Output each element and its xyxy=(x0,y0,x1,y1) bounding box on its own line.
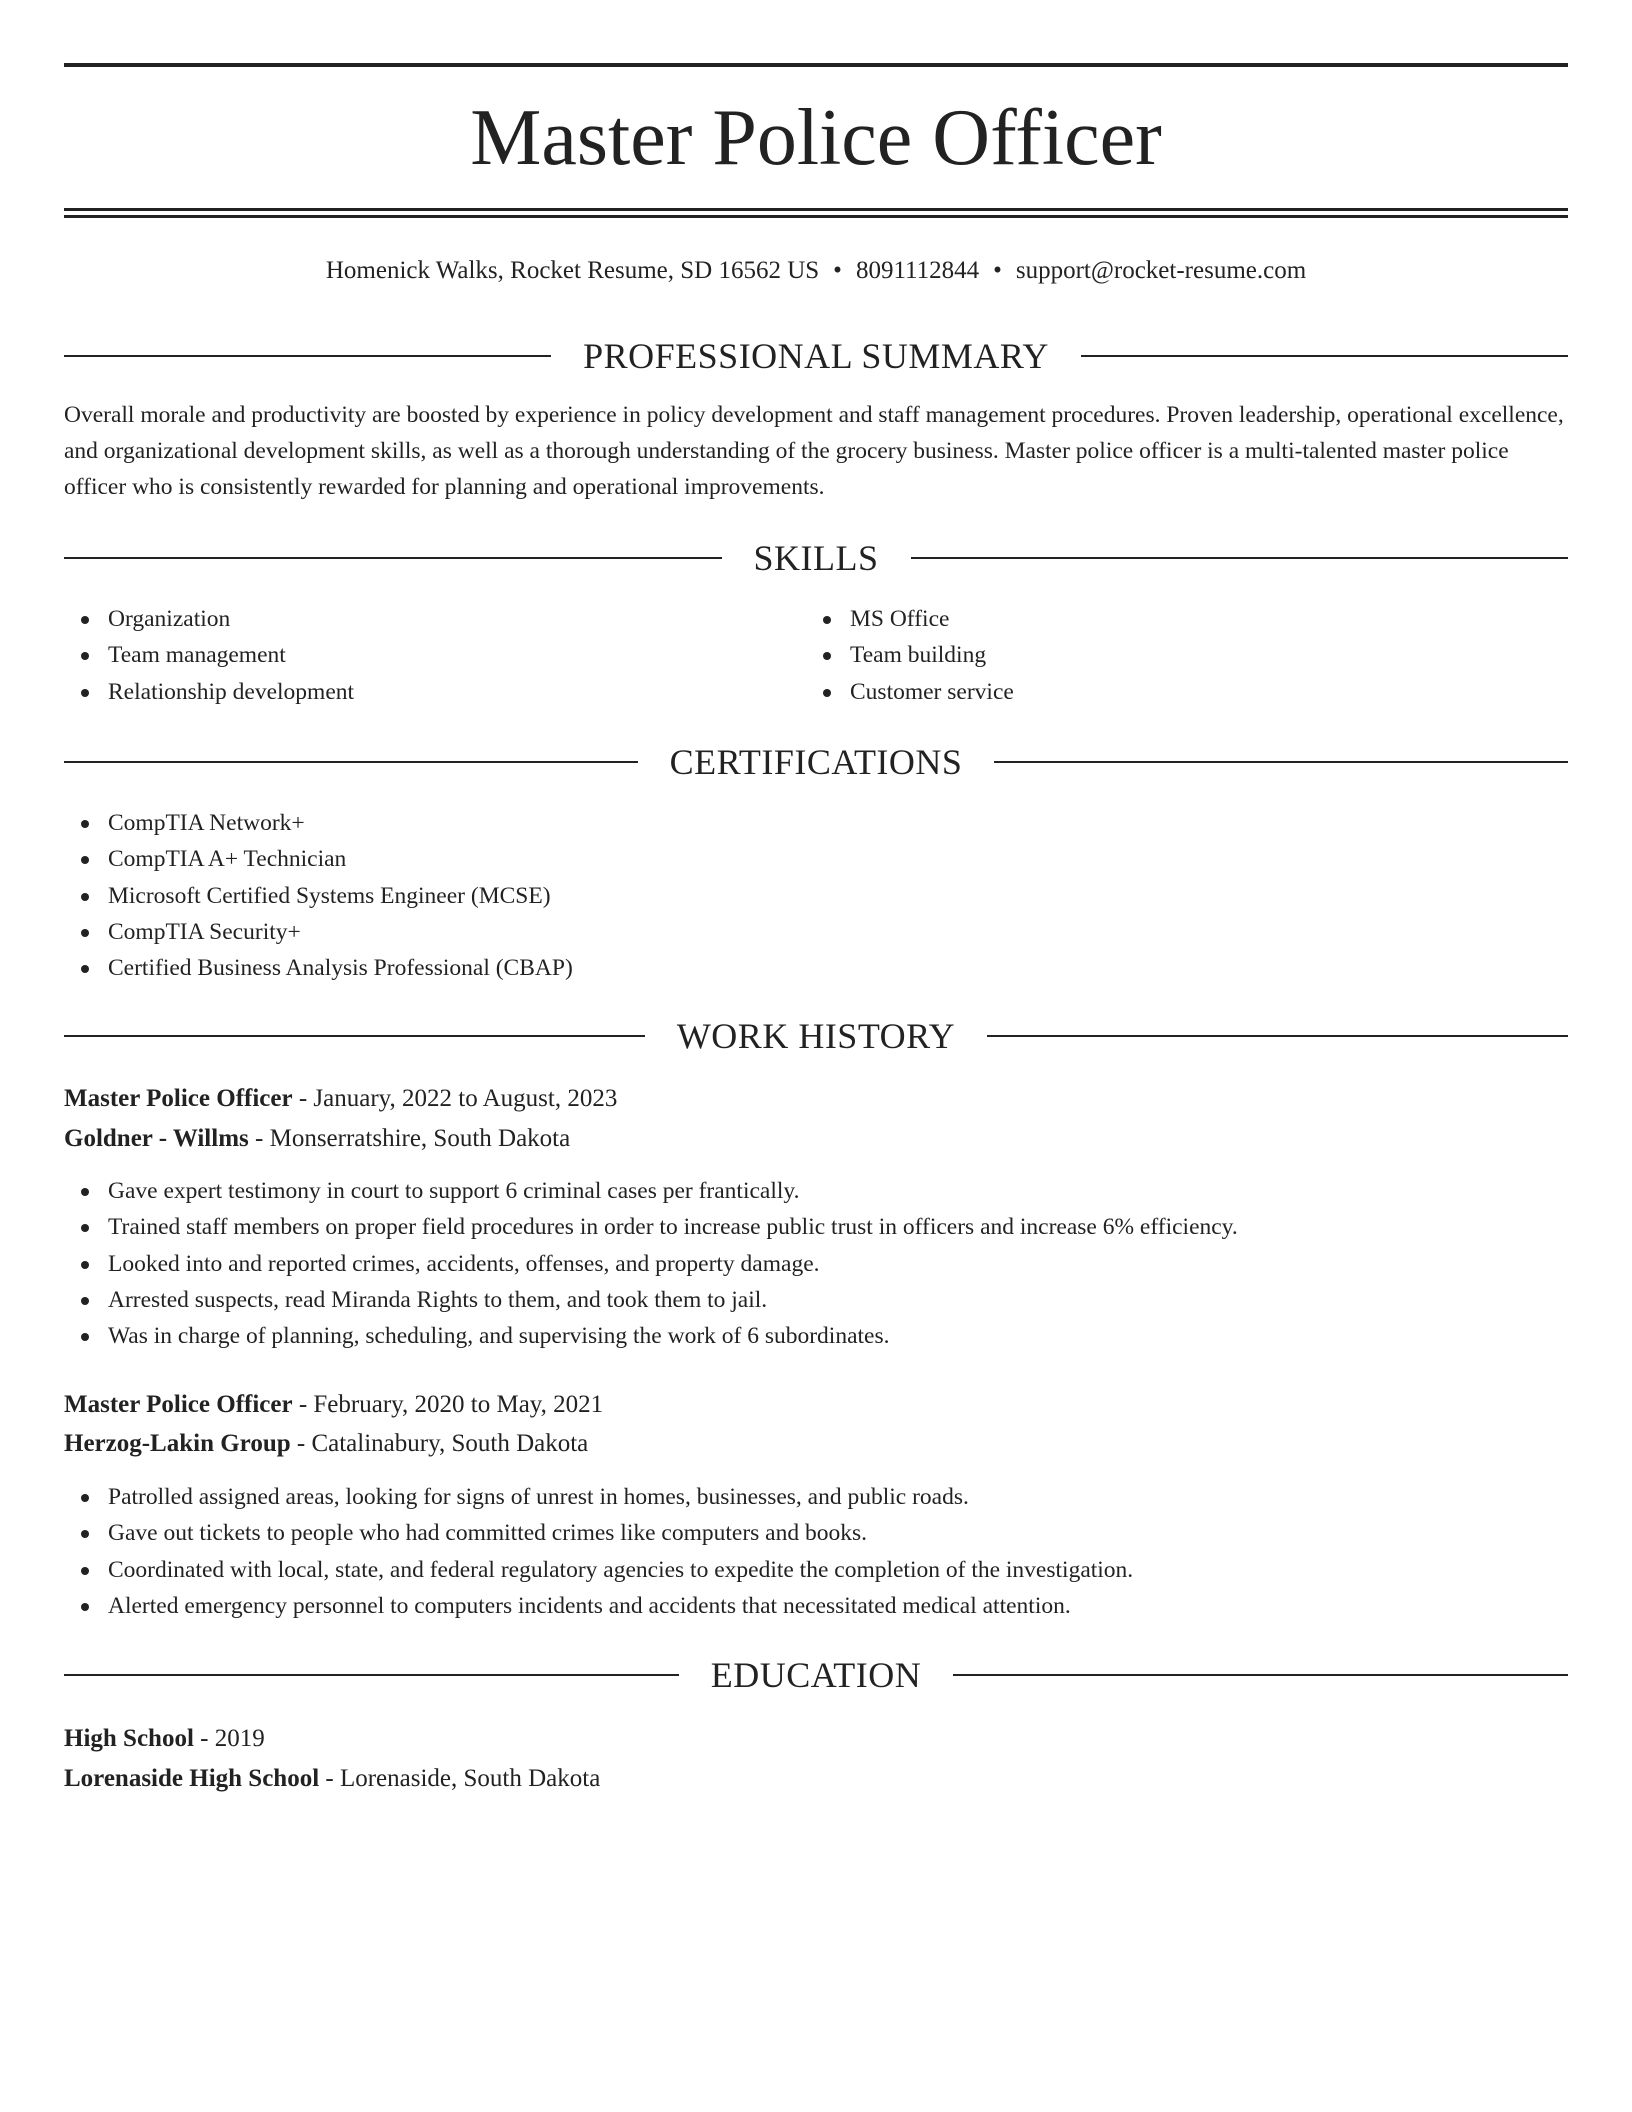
education-location: - Lorenaside, South Dakota xyxy=(325,1765,601,1792)
job-bullet: Gave expert testimony in court to support 6 criminal cases per frantically. xyxy=(64,1173,1238,1209)
job-location: - Monserratshire, South Dakota xyxy=(255,1125,571,1152)
job-bullet: Was in charge of planning, scheduling, and supervising the work of 6 subordinates. xyxy=(64,1318,1238,1354)
name-rule-upper xyxy=(64,208,1568,211)
job-title-line xyxy=(64,1080,617,1118)
heading-rule-left xyxy=(64,355,551,357)
education-title: EDUCATION xyxy=(710,1655,922,1695)
heading-rule-right xyxy=(987,1035,1568,1037)
job-role: Master Police Officer xyxy=(64,1085,293,1112)
skill-item: Customer service xyxy=(806,674,1014,710)
job-company: Herzog-Lakin Group xyxy=(64,1430,291,1457)
contact-separator: • xyxy=(833,257,842,284)
skill-item: Relationship development xyxy=(64,674,354,710)
job-bullet: Looked into and reported crimes, accidents, offenses, and property damage. xyxy=(64,1246,1238,1282)
heading-rule-right xyxy=(953,1674,1568,1676)
skills-title: SKILLS xyxy=(753,538,879,578)
certifications-heading xyxy=(64,740,1568,784)
heading-rule-left xyxy=(64,761,638,763)
contact-email: support@rocket-resume.com xyxy=(1015,257,1307,284)
job-bullet: Coordinated with local, state, and federal regulatory agencies to expedite the completion of the investigation. xyxy=(64,1552,1133,1588)
certification-item: Microsoft Certified Systems Engineer (MCSE) xyxy=(64,878,573,914)
contact-phone: 8091112844 xyxy=(855,257,980,284)
heading-rule-left xyxy=(64,557,722,559)
education-degree-line xyxy=(64,1720,265,1758)
work-history-heading xyxy=(64,1014,1568,1058)
heading-rule-left xyxy=(64,1674,679,1676)
top-rule xyxy=(64,63,1568,67)
job-company: Goldner - Willms xyxy=(64,1125,249,1152)
skills-list-right xyxy=(806,601,1014,710)
certifications-list xyxy=(64,805,573,986)
job-bullet: Gave out tickets to people who had committed crimes like computers and books. xyxy=(64,1515,1133,1551)
certification-item: Certified Business Analysis Professional (CBAP) xyxy=(64,950,573,986)
skill-item: Team management xyxy=(64,637,354,673)
job-company-line xyxy=(64,1120,570,1158)
certifications-title: CERTIFICATIONS xyxy=(669,742,963,782)
heading-rule-right xyxy=(911,557,1569,559)
heading-rule-right xyxy=(1081,355,1568,357)
heading-rule-right xyxy=(994,761,1568,763)
job-bullet: Arrested suspects, read Miranda Rights to them, and took them to jail. xyxy=(64,1282,1238,1318)
job-bullet: Patrolled assigned areas, looking for signs of unrest in homes, businesses, and public roads. xyxy=(64,1479,1133,1515)
job-bullet: Alerted emergency personnel to computers incidents and accidents that necessitated medical attention. xyxy=(64,1588,1133,1624)
summary-heading xyxy=(64,334,1568,378)
education-school: Lorenaside High School xyxy=(64,1765,320,1792)
name-rule-lower xyxy=(64,215,1568,218)
job-title-line xyxy=(64,1386,603,1424)
job-bullets xyxy=(64,1479,1133,1624)
job-location: - Catalinabury, South Dakota xyxy=(296,1430,589,1457)
education-heading xyxy=(64,1653,1568,1697)
work-history-title: WORK HISTORY xyxy=(676,1016,956,1056)
skill-item: Organization xyxy=(64,601,354,637)
skills-list-left xyxy=(64,601,354,710)
summary-text: Overall morale and productivity are boosted by experience in policy development and staff management procedures. Proven leadership, operational excellence, and organizational development skills, as well as a thorough understanding of the grocery business. Master police officer is a multi-talented master police officer who is consistently rewarded for planning and operational improvements. xyxy=(64,402,1564,500)
education-year: - 2019 xyxy=(200,1725,265,1752)
contact-separator: • xyxy=(993,257,1002,284)
job-dates: - February, 2020 to May, 2021 xyxy=(298,1391,604,1418)
skills-heading xyxy=(64,536,1568,580)
skill-item: MS Office xyxy=(806,601,1014,637)
job-bullets xyxy=(64,1173,1238,1354)
heading-rule-left xyxy=(64,1035,645,1037)
job-role: Master Police Officer xyxy=(64,1391,293,1418)
contact-address: Homenick Walks, Rocket Resume, SD 16562 US xyxy=(325,257,820,284)
summary-title: PROFESSIONAL SUMMARY xyxy=(583,336,1049,376)
job-company-line xyxy=(64,1425,588,1463)
skill-item: Team building xyxy=(806,637,1014,673)
certification-item: CompTIA Network+ xyxy=(64,805,573,841)
education-school-line xyxy=(64,1760,600,1798)
education-degree: High School xyxy=(64,1725,194,1752)
job-bullet: Trained staff members on proper field procedures in order to increase public trust in officers and increase 6% efficiency. xyxy=(64,1209,1238,1245)
job-dates: - January, 2022 to August, 2023 xyxy=(298,1085,618,1112)
contact-line xyxy=(64,254,1568,288)
candidate-name: Master Police Officer xyxy=(470,94,1162,182)
certification-item: CompTIA A+ Technician xyxy=(64,841,573,877)
certification-item: CompTIA Security+ xyxy=(64,914,573,950)
